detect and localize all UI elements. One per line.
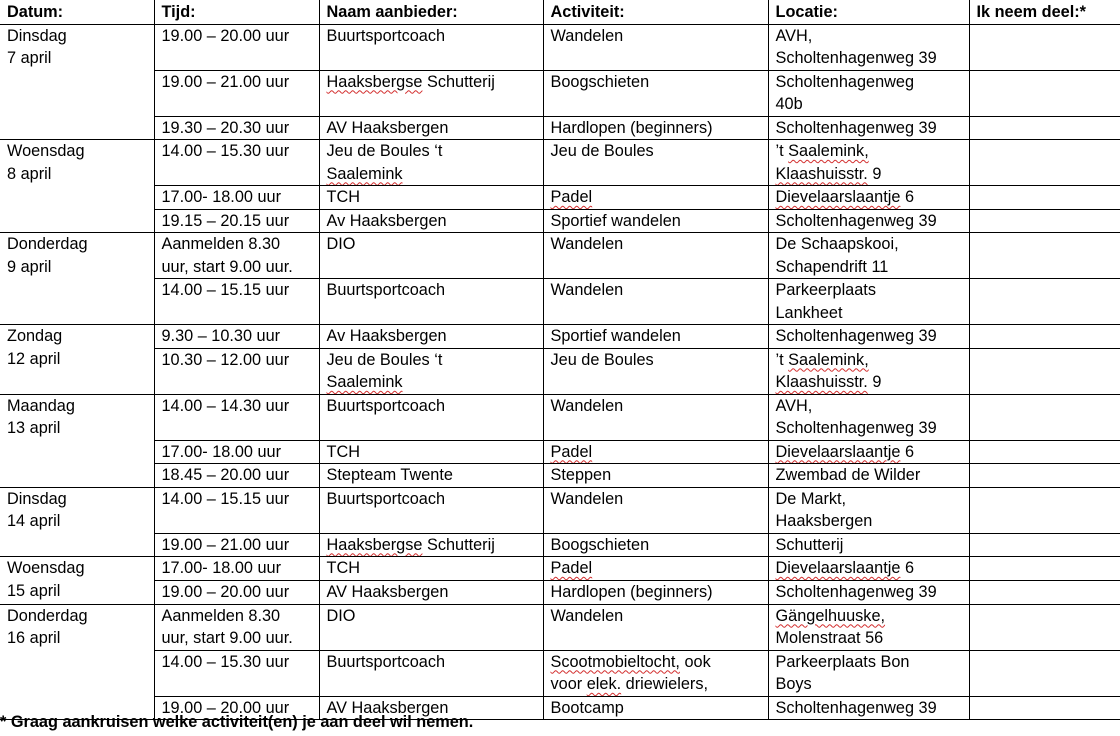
- location-cell: [768, 348, 969, 394]
- time-cell: [154, 557, 319, 581]
- table-row: [0, 650, 1120, 696]
- provider-cell-line: TCH: [326, 188, 360, 206]
- day-name: Dinsdag: [7, 489, 67, 508]
- activity-cell-line: Hardlopen (beginners): [550, 118, 713, 137]
- location-cell-line: Scholtenhagenweg 39: [775, 582, 937, 601]
- header-activiteit: Activiteit:: [543, 0, 768, 24]
- participation-checkbox-cell[interactable]: [969, 24, 1120, 70]
- day-date: 12 april: [7, 349, 61, 368]
- location-cell-line: Boys: [775, 675, 812, 693]
- location-cell-line: Scholtenhagenweg: [775, 72, 915, 91]
- location-cell: [768, 533, 969, 557]
- location-cell-line: Scholtenhagenweg 39: [775, 118, 937, 137]
- participation-checkbox-cell[interactable]: [969, 116, 1120, 140]
- location-cell-line: 40b: [775, 95, 803, 113]
- provider-cell: [319, 487, 543, 533]
- date-cell: [0, 233, 154, 325]
- location-cell-line: Dievelaarslaantje 6: [775, 442, 914, 461]
- day-date: 15 april: [7, 581, 61, 600]
- participation-checkbox-cell[interactable]: [969, 70, 1120, 116]
- participation-checkbox-cell[interactable]: [969, 140, 1120, 186]
- activity-cell: [543, 186, 768, 210]
- date-cell: [0, 394, 154, 487]
- day-name: Maandag: [7, 396, 75, 415]
- table-row: [0, 24, 1120, 70]
- time-cell-line: Aanmelden 8.30: [161, 235, 281, 253]
- location-cell-line: Scholtenhagenweg 39: [775, 49, 937, 67]
- provider-cell-line: DIO: [326, 606, 356, 625]
- date-cell: [0, 24, 154, 140]
- provider-cell: [319, 580, 543, 604]
- provider-cell-line: Buurtsportcoach: [326, 652, 446, 671]
- table-row: [0, 70, 1120, 116]
- provider-cell: [319, 140, 543, 186]
- location-cell: [768, 140, 969, 186]
- provider-cell: [319, 440, 543, 464]
- activity-cell-line: Sportief wandelen: [550, 211, 681, 230]
- day-date: 14 april: [7, 512, 61, 530]
- activity-cell: [543, 557, 768, 581]
- participation-checkbox-cell[interactable]: [969, 487, 1120, 533]
- header-naam-aanbieder: Naam aanbieder:: [319, 0, 543, 24]
- day-date: 9 april: [7, 257, 52, 276]
- provider-cell: [319, 348, 543, 394]
- location-cell-line: Scholtenhagenweg 39: [775, 327, 937, 345]
- activity-cell-line: Steppen: [550, 466, 612, 484]
- header-locatie: Locatie:: [768, 0, 969, 24]
- location-cell-line: Molenstraat 56: [775, 629, 884, 647]
- time-cell-line: 19.00 – 20.00 uur: [161, 582, 290, 601]
- location-cell-line: Parkeerplaats Bon: [775, 652, 910, 671]
- table-row: [0, 487, 1120, 533]
- participation-checkbox-cell[interactable]: [969, 464, 1120, 488]
- provider-cell: [319, 604, 543, 650]
- date-cell: [0, 557, 154, 605]
- participation-checkbox-cell[interactable]: [969, 440, 1120, 464]
- location-cell-line: Schutterij: [775, 535, 844, 554]
- location-cell-line: ’t Saalemink,: [775, 142, 869, 160]
- provider-cell: [319, 209, 543, 233]
- table-row: [0, 348, 1120, 394]
- time-cell: [154, 70, 319, 116]
- table-row: [0, 394, 1120, 440]
- location-cell: [768, 604, 969, 650]
- provider-cell-line: Haaksbergse Schutterij: [326, 535, 495, 554]
- table-row: [0, 325, 1120, 349]
- participation-checkbox-cell[interactable]: [969, 533, 1120, 557]
- day-name: Woensdag: [7, 559, 85, 577]
- time-cell-line: 17.00- 18.00 uur: [161, 559, 281, 577]
- date-cell: [0, 140, 154, 233]
- provider-cell-line: AV Haaksbergen: [326, 698, 449, 717]
- day-date: 13 april: [7, 419, 61, 437]
- location-cell-line: De Markt,: [775, 489, 847, 508]
- provider-cell: [319, 70, 543, 116]
- provider-cell-line: AV Haaksbergen: [326, 118, 449, 137]
- location-cell-line: De Schaapskooi,: [775, 235, 899, 253]
- day-name: Zondag: [7, 327, 63, 345]
- provider-cell: [319, 116, 543, 140]
- time-cell-line: 14.00 – 15.15 uur: [161, 281, 290, 299]
- table-row: [0, 209, 1120, 233]
- table-row: [0, 186, 1120, 210]
- location-cell-line: Klaashuisstr. 9: [775, 164, 882, 183]
- location-cell: [768, 394, 969, 440]
- time-cell: [154, 533, 319, 557]
- provider-cell-line: Buurtsportcoach: [326, 281, 446, 299]
- time-cell-line: 14.00 – 15.30 uur: [161, 652, 290, 671]
- participation-checkbox-cell[interactable]: [969, 233, 1120, 279]
- provider-cell: [319, 650, 543, 696]
- activity-cell-line: Wandelen: [550, 26, 624, 45]
- time-cell-line: 19.00 – 20.00 uur: [161, 26, 290, 45]
- time-cell-line: 9.30 – 10.30 uur: [161, 327, 281, 345]
- activity-cell: [543, 487, 768, 533]
- time-cell: [154, 580, 319, 604]
- provider-cell-line: Buurtsportcoach: [326, 489, 446, 508]
- time-cell: [154, 140, 319, 186]
- activity-cell-line: Jeu de Boules: [550, 350, 654, 369]
- time-cell-line: 17.00- 18.00 uur: [161, 188, 281, 206]
- time-cell-line: 19.15 – 20.15 uur: [161, 211, 290, 230]
- location-cell: [768, 70, 969, 116]
- time-cell-line: 14.00 – 15.15 uur: [161, 489, 290, 508]
- activity-cell: [543, 394, 768, 440]
- provider-cell-line: DIO: [326, 235, 356, 253]
- time-cell-line: 14.00 – 14.30 uur: [161, 396, 290, 415]
- day-name: Woensdag: [7, 142, 85, 160]
- provider-cell: [319, 325, 543, 349]
- table-row: [0, 279, 1120, 325]
- header-tijd: Tijd:: [154, 0, 319, 24]
- location-cell-line: Scholtenhagenweg 39: [775, 419, 937, 437]
- provider-cell-line: Av Haaksbergen: [326, 211, 447, 230]
- location-cell: [768, 650, 969, 696]
- participation-checkbox-cell[interactable]: [969, 394, 1120, 440]
- header-row: [0, 0, 1120, 24]
- provider-cell-line: Saalemink: [326, 373, 403, 391]
- table-row: [0, 464, 1120, 488]
- time-cell: [154, 116, 319, 140]
- date-cell: [0, 487, 154, 557]
- time-cell-line: 18.45 – 20.00 uur: [161, 466, 290, 484]
- participation-checkbox-cell[interactable]: [969, 186, 1120, 210]
- time-cell: [154, 650, 319, 696]
- header-ik-neem-deel: Ik neem deel:*: [969, 0, 1120, 24]
- provider-cell-line: AV Haaksbergen: [326, 582, 449, 601]
- provider-cell: [319, 533, 543, 557]
- time-cell-line: 19.00 – 21.00 uur: [161, 72, 290, 91]
- activity-cell: [543, 116, 768, 140]
- activity-cell: [543, 279, 768, 325]
- location-cell: [768, 464, 969, 488]
- location-cell: [768, 186, 969, 210]
- location-cell: [768, 233, 969, 279]
- provider-cell-line: Stepteam Twente: [326, 466, 453, 484]
- time-cell: [154, 233, 319, 279]
- participation-checkbox-cell[interactable]: [969, 348, 1120, 394]
- activity-cell-line: Hardlopen (beginners): [550, 582, 713, 601]
- day-name: Donderdag: [7, 606, 88, 625]
- provider-cell-line: Saalemink: [326, 164, 403, 183]
- date-cell: [0, 604, 154, 720]
- participation-checkbox-cell[interactable]: [969, 557, 1120, 581]
- activity-cell-line: Sportief wandelen: [550, 327, 681, 345]
- time-cell-line: 17.00- 18.00 uur: [161, 442, 281, 461]
- time-cell: [154, 604, 319, 650]
- table-row: [0, 233, 1120, 279]
- activity-cell-line: voor elek. driewielers,: [550, 675, 708, 693]
- location-cell-line: Dievelaarslaantje 6: [775, 559, 914, 577]
- provider-cell-line: Jeu de Boules ‘t: [326, 142, 443, 160]
- location-cell-line: Lankheet: [775, 303, 843, 322]
- time-cell: [154, 464, 319, 488]
- provider-cell: [319, 186, 543, 210]
- location-cell: [768, 440, 969, 464]
- table-row: [0, 604, 1120, 650]
- time-cell: [154, 24, 319, 70]
- activity-cell-line: Padel: [550, 442, 593, 461]
- activity-cell: [543, 348, 768, 394]
- activity-cell: [543, 580, 768, 604]
- provider-cell: [319, 24, 543, 70]
- table-row: [0, 140, 1120, 186]
- location-cell-line: Haaksbergen: [775, 512, 873, 530]
- activity-cell-line: Padel: [550, 188, 593, 206]
- table-row: [0, 533, 1120, 557]
- provider-cell-line: Buurtsportcoach: [326, 26, 446, 45]
- time-cell: [154, 440, 319, 464]
- activity-cell: [543, 233, 768, 279]
- activity-cell: [543, 140, 768, 186]
- time-cell: [154, 487, 319, 533]
- time-cell: [154, 394, 319, 440]
- time-cell-line: Aanmelden 8.30: [161, 606, 281, 625]
- activity-cell-line: Padel: [550, 559, 593, 577]
- location-cell-line: Parkeerplaats: [775, 281, 876, 299]
- provider-cell-line: TCH: [326, 442, 360, 461]
- time-cell-line: uur, start 9.00 uur.: [161, 257, 293, 276]
- provider-cell: [319, 233, 543, 279]
- table-row: [0, 116, 1120, 140]
- location-cell-line: Klaashuisstr. 9: [775, 373, 882, 391]
- activity-cell: [543, 604, 768, 650]
- header-datum: Datum:: [0, 0, 154, 24]
- location-cell-line: Zwembad de Wilder: [775, 466, 921, 484]
- location-cell: [768, 696, 969, 720]
- day-name: Donderdag: [7, 235, 88, 253]
- activity-cell: [543, 464, 768, 488]
- time-cell: [154, 279, 319, 325]
- time-cell-line: 10.30 – 12.00 uur: [161, 350, 290, 369]
- time-cell: [154, 348, 319, 394]
- time-cell: [154, 325, 319, 349]
- date-cell: [0, 325, 154, 395]
- footnote: * Graag aankruisen welke activiteit(en) je aan deel wil nemen.: [0, 713, 474, 731]
- time-cell-line: 14.00 – 15.30 uur: [161, 142, 290, 160]
- participation-checkbox-cell[interactable]: [969, 604, 1120, 650]
- provider-cell: [319, 394, 543, 440]
- location-cell: [768, 557, 969, 581]
- activity-cell-line: Wandelen: [550, 281, 624, 299]
- activity-cell-line: Wandelen: [550, 235, 624, 253]
- time-cell: [154, 209, 319, 233]
- activity-cell: [543, 70, 768, 116]
- time-cell-line: 19.00 – 21.00 uur: [161, 535, 290, 554]
- location-cell: [768, 580, 969, 604]
- activity-cell-line: Boogschieten: [550, 72, 650, 91]
- location-cell: [768, 279, 969, 325]
- time-cell-line: uur, start 9.00 uur.: [161, 629, 293, 647]
- activity-cell: [543, 209, 768, 233]
- location-cell: [768, 116, 969, 140]
- provider-cell-line: Av Haaksbergen: [326, 327, 447, 345]
- activity-cell: [543, 650, 768, 696]
- activity-cell: [543, 440, 768, 464]
- table-row: [0, 440, 1120, 464]
- table-row: [0, 557, 1120, 581]
- provider-cell: [319, 464, 543, 488]
- table-row: [0, 580, 1120, 604]
- day-date: 8 april: [7, 164, 52, 183]
- location-cell-line: Scholtenhagenweg 39: [775, 211, 937, 230]
- time-cell-line: 19.30 – 20.30 uur: [161, 118, 290, 137]
- participation-checkbox-cell[interactable]: [969, 209, 1120, 233]
- participation-checkbox-cell[interactable]: [969, 580, 1120, 604]
- day-date: 16 april: [7, 629, 61, 647]
- activity-cell: [543, 325, 768, 349]
- activity-cell-line: Bootcamp: [550, 698, 624, 717]
- activity-cell-line: Wandelen: [550, 606, 624, 625]
- provider-cell-line: Buurtsportcoach: [326, 396, 446, 415]
- location-cell-line: AVH,: [775, 26, 813, 45]
- activity-cell: [543, 24, 768, 70]
- provider-cell-line: Jeu de Boules ‘t: [326, 350, 443, 369]
- activity-cell-line: Wandelen: [550, 396, 624, 415]
- activity-cell: [543, 696, 768, 720]
- participation-checkbox-cell[interactable]: [969, 696, 1120, 720]
- day-date: 7 april: [7, 49, 52, 67]
- participation-checkbox-cell[interactable]: [969, 650, 1120, 696]
- location-cell: [768, 487, 969, 533]
- location-cell-line: Scholtenhagenweg 39: [775, 698, 937, 717]
- day-name: Dinsdag: [7, 26, 67, 45]
- provider-cell: [319, 557, 543, 581]
- participation-checkbox-cell[interactable]: [969, 279, 1120, 325]
- activity-cell-line: Scootmobieltocht, ook: [550, 652, 711, 671]
- location-cell: [768, 325, 969, 349]
- location-cell: [768, 209, 969, 233]
- location-cell-line: ’t Saalemink,: [775, 350, 869, 369]
- location-cell-line: Dievelaarslaantje 6: [775, 188, 914, 206]
- location-cell-line: Schapendrift 11: [775, 257, 889, 276]
- participation-checkbox-cell[interactable]: [969, 325, 1120, 349]
- location-cell-line: Gängelhuuske,: [775, 606, 886, 625]
- time-cell-line: 19.00 – 20.00 uur: [161, 698, 290, 717]
- location-cell: [768, 24, 969, 70]
- time-cell: [154, 186, 319, 210]
- location-cell-line: AVH,: [775, 396, 813, 415]
- activity-cell-line: Jeu de Boules: [550, 142, 654, 160]
- provider-cell-line: TCH: [326, 559, 360, 577]
- activity-cell-line: Boogschieten: [550, 535, 650, 554]
- provider-cell-line: Haaksbergse Schutterij: [326, 72, 495, 91]
- activity-cell: [543, 533, 768, 557]
- provider-cell: [319, 279, 543, 325]
- activity-cell-line: Wandelen: [550, 489, 624, 508]
